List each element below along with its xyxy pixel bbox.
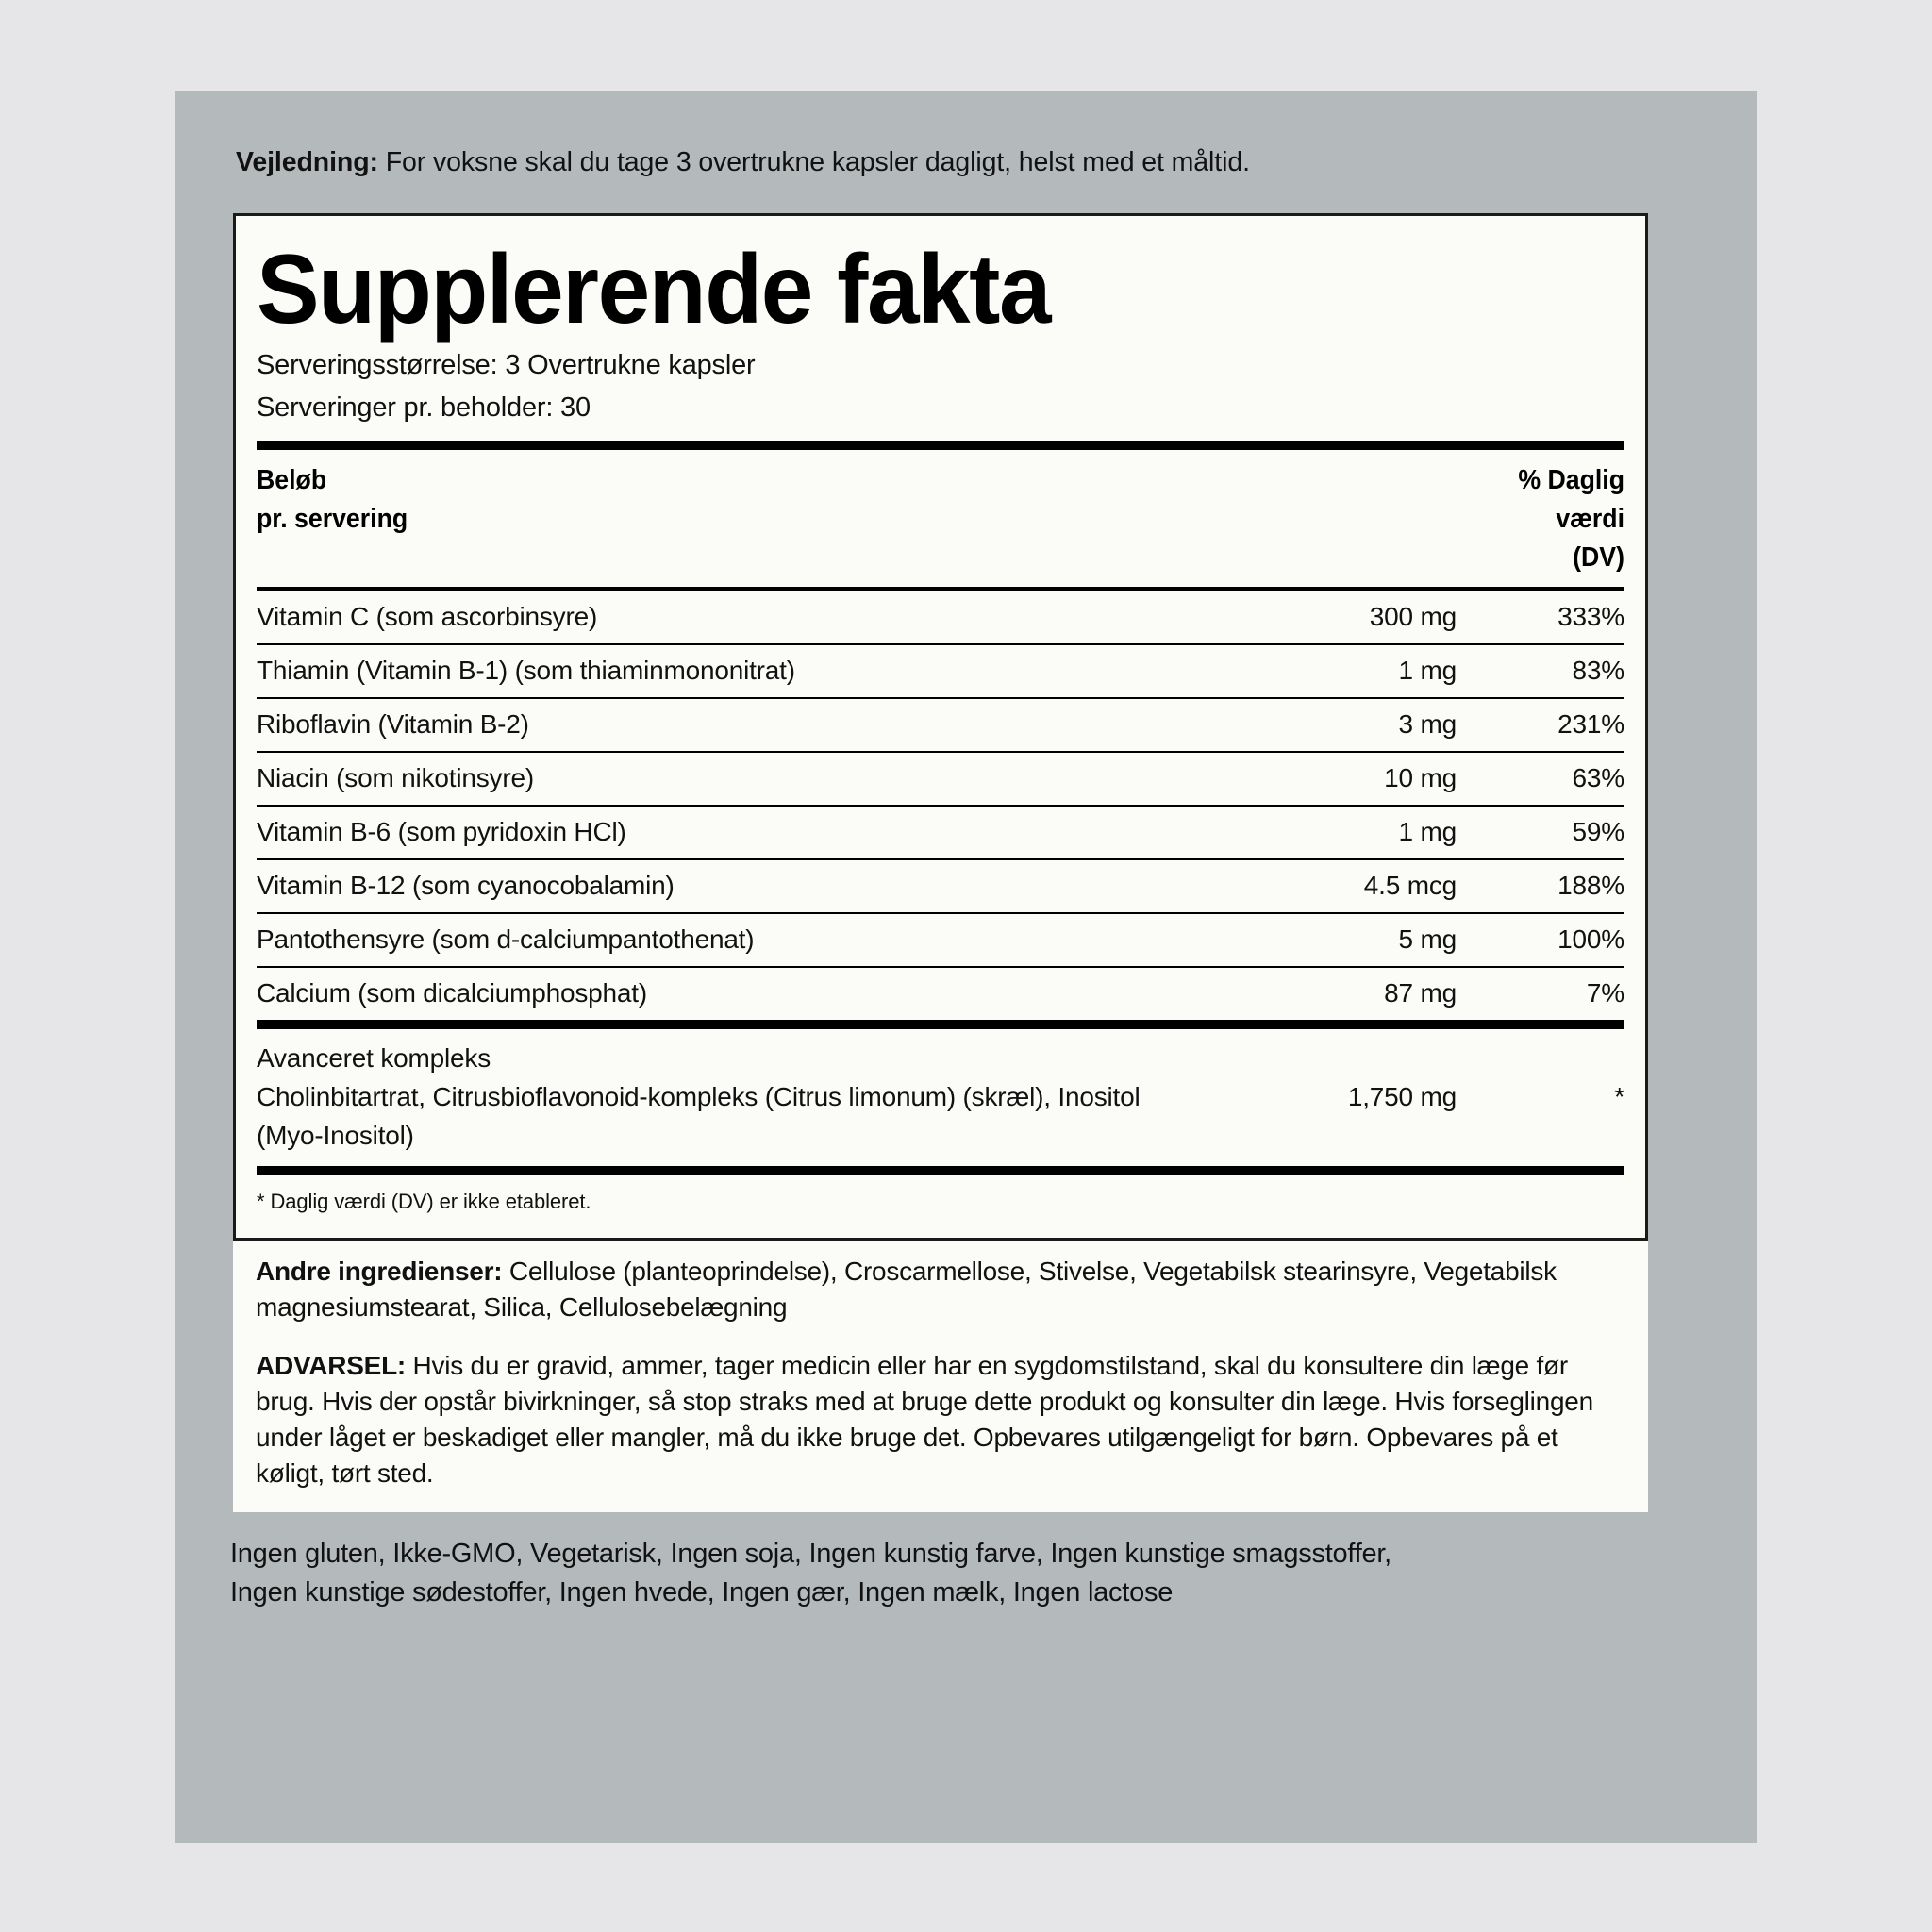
nutrient-name: Vitamin B-6 (som pyridoxin HCl) <box>257 817 626 846</box>
divider-below-complex <box>257 1166 1624 1175</box>
nutrient-amount: 1 mg <box>1398 656 1457 685</box>
divider-thick-top <box>257 441 1624 450</box>
nutrient-dv: 83% <box>1572 656 1624 685</box>
nutrient-dv: 100% <box>1557 924 1624 954</box>
table-row <box>257 645 1624 697</box>
divider-above-complex <box>257 1020 1624 1029</box>
nutrient-name: Riboflavin (Vitamin B-2) <box>257 709 529 739</box>
servings-per-container: Serveringer pr. beholder: 30 <box>257 392 591 423</box>
directions-text <box>236 146 1707 178</box>
table-row <box>257 699 1624 751</box>
nutrient-amount: 87 mg <box>1384 978 1457 1008</box>
claims-line2: Ingen kunstige sødestoffer, Ingen hvede, Ingen gær, Ingen mælk, Ingen lactose <box>230 1577 1174 1607</box>
amount-header-line2: pr. servering <box>257 504 408 534</box>
nutrient-amount: 4.5 mcg <box>1363 871 1457 900</box>
table-row <box>257 591 1624 643</box>
other-ingredients-label: Andre ingredienser: <box>256 1257 503 1286</box>
page-title: Supplerende fakta <box>257 235 1051 344</box>
table-row <box>257 914 1624 966</box>
amount-header-line1: Beløb <box>257 465 327 495</box>
directions-label: Vejledning: <box>236 147 378 177</box>
supplement-label-panel <box>175 91 1757 1843</box>
nutrient-name: Pantothensyre (som d-calciumpantothenat) <box>257 924 755 954</box>
complex-line2: (Myo-Inositol) <box>257 1121 414 1150</box>
dv-header-line3: (DV) <box>1573 542 1624 573</box>
nutrient-amount: 300 mg <box>1369 602 1457 631</box>
nutrient-dv: 188% <box>1557 871 1624 900</box>
amount-header <box>257 461 1358 539</box>
nutrient-name: Niacin (som nikotinsyre) <box>257 763 534 792</box>
complex-dv: * <box>1614 1082 1624 1111</box>
complex-amount: 1,750 mg <box>1347 1082 1457 1111</box>
warning-label: ADVARSEL: <box>256 1351 407 1380</box>
nutrient-amount: 3 mg <box>1398 709 1457 739</box>
table-row <box>257 860 1624 912</box>
nutrient-name: Vitamin B-12 (som cyanocobalamin) <box>257 871 675 900</box>
warning-text <box>256 1348 1625 1491</box>
serving-size: Serveringsstørrelse: 3 Overtrukne kapsler <box>257 350 756 380</box>
free-from-claims <box>230 1535 1702 1612</box>
nutrient-dv: 231% <box>1557 709 1624 739</box>
claims-line1: Ingen gluten, Ikke-GMO, Vegetarisk, Ingen soja, Ingen kunstig farve, Ingen kunstige smagsstoffer, <box>230 1539 1391 1569</box>
complex-line1: Cholinbitartrat, Citrusbioflavonoid-kompleks (Citrus limonum) (skræl), Inositol <box>257 1082 1141 1111</box>
nutrient-amount: 10 mg <box>1384 763 1457 792</box>
dv-header-line2: værdi <box>1556 504 1624 534</box>
nutrient-dv: 63% <box>1572 763 1624 792</box>
supplement-facts-box <box>233 213 1648 1241</box>
nutrient-name: Thiamin (Vitamin B-1) (som thiaminmononitrat) <box>257 656 795 685</box>
table-row-complex <box>257 1029 1624 1166</box>
table-row <box>257 968 1624 1020</box>
table-row <box>257 753 1624 805</box>
nutrient-dv: 7% <box>1586 978 1624 1008</box>
daily-value-footnote: * Daglig værdi (DV) er ikke etableret. <box>257 1190 591 1213</box>
other-ingredients <box>256 1254 1625 1325</box>
complex-title: Avanceret kompleks <box>257 1043 491 1073</box>
nutrient-name: Vitamin C (som ascorbinsyre) <box>257 602 598 631</box>
daily-value-header <box>1468 461 1624 577</box>
nutrient-amount: 5 mg <box>1398 924 1457 954</box>
complex-name <box>257 1039 1296 1155</box>
other-ingredients-text: Cellulose (planteoprindelse), Croscarmellose, Stivelse, Vegetabilsk stearinsyre, Vegetabilsk magnesiumstearat, Silica, Cellulosebelægning <box>256 1257 1557 1322</box>
directions-body: For voksne skal du tage 3 overtrukne kapsler dagligt, helst med et måltid. <box>377 147 1250 177</box>
nutrient-dv: 333% <box>1557 602 1624 631</box>
ingredients-warning-block <box>233 1241 1648 1512</box>
dv-header-line1: % Daglig <box>1518 465 1624 495</box>
table-header <box>257 450 1624 587</box>
nutrient-dv: 59% <box>1572 817 1624 846</box>
warning-body: Hvis du er gravid, ammer, tager medicin eller har en sygdomstilstand, skal du konsultere din læge før brug. Hvis der opstår bivirkninger, så stop straks med at bruge dette produkt og konsulter din læge. Hvis forseglingen under låget er beskadiget eller mangler, må du ikke bruge det. Opbevares utilgængeligt for børn. Opbevares på et køligt, tørt sted. <box>256 1351 1593 1488</box>
nutrient-name: Calcium (som dicalciumphosphat) <box>257 978 647 1008</box>
table-row <box>257 807 1624 858</box>
nutrient-amount: 1 mg <box>1398 817 1457 846</box>
